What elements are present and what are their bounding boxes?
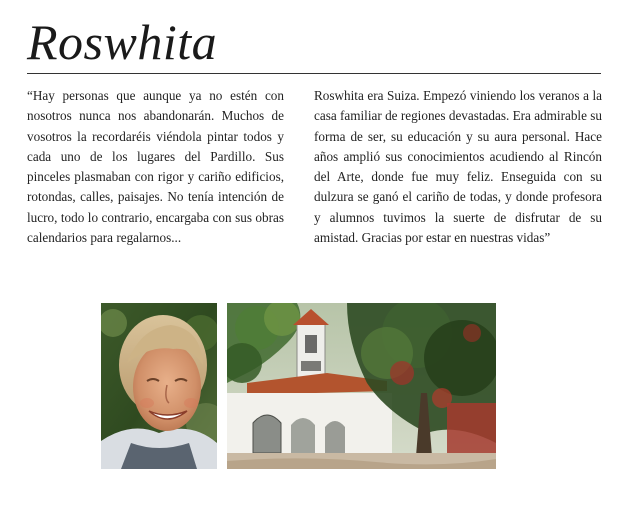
title-divider — [27, 73, 601, 74]
article-title: Roswhita — [27, 14, 218, 70]
article-column-left: “Hay personas que aunque ya no estén con nosotros nunca nos abandonarán. Muchos de vosotros la recordaréis viéndola pintar todos y cada uno de los lugares del Pardillo. Sus pinceles plasmaban con rigor y cariño edificios, rotondas, calles, paisajes. No tenía intención de lucro, todo lo contrario, encargaba con sus obras calendarios para regalarnos... — [27, 88, 284, 246]
portrait-photo — [101, 303, 217, 469]
article-column-right: Roswhita era Suiza. Empezó viniendo los veranos a la casa familiar de regiones devastadas. Era admirable su forma de ser, su educación y su aura personal. Hace años amplió sus conocimientos acudiendo al Rincón del Arte, donde fue muy feliz. Enseguida con su dulzura se ganó el cariño de todas, y donde profesora y alumnos tuvimos la suerte de disfrutar de su amistad. Gracias por estar en nuestras vidas” — [314, 88, 602, 246]
church-painting — [227, 303, 496, 469]
